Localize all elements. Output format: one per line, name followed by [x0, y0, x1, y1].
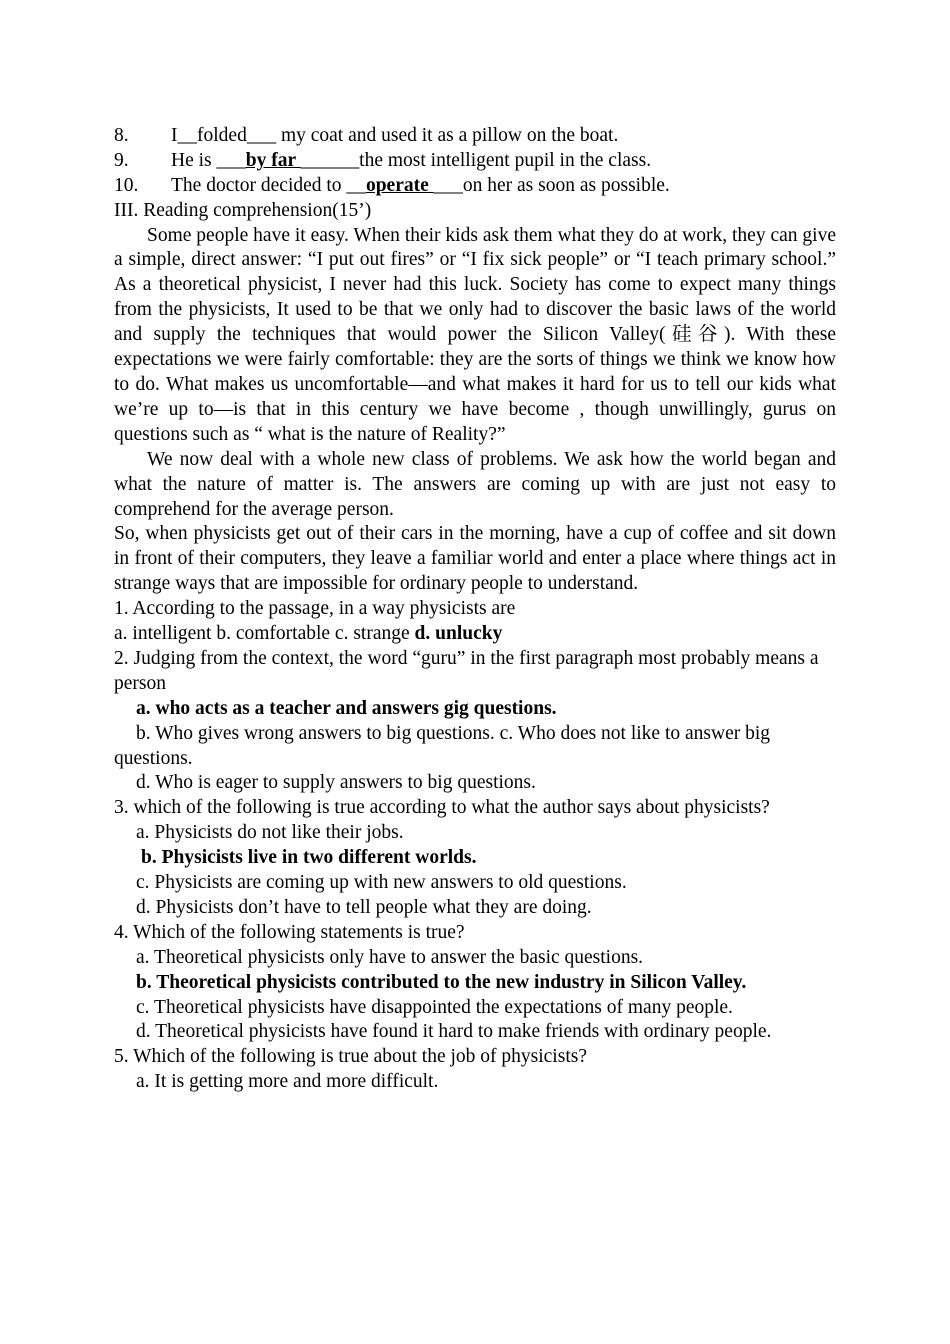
correct-option: d. unlucky: [414, 623, 503, 645]
question-4-option-a: a. Theoretical physicists only have to answer the basic questions.: [136, 946, 644, 968]
question-5-option-a: a. It is getting more and more difficult.: [136, 1071, 439, 1093]
item-number: 9.: [114, 149, 129, 171]
question-5-stem: 5. Which of the following is true about the job of physicists?: [114, 1046, 587, 1068]
question-4-option-d: d. Theoretical physicists have found it hard to make friends with ordinary people.: [136, 1021, 772, 1043]
item-number: 8.: [114, 125, 129, 146]
question-4-stem: 4. Which of the following statements is true?: [114, 921, 465, 943]
question-3-option-d: d. Physicists don’t have to tell people what they are doing.: [136, 896, 592, 918]
fill-item-8: 8. I__folded___ my coat and used it as a pillow on the boat.: [114, 124, 836, 149]
question-1-options: a. intelligent b. comfortable c. strange d. unlucky: [114, 623, 503, 645]
question-1-stem: 1. According to the passage, in a way physicists are: [114, 598, 516, 620]
passage-paragraph-2: We now deal with a whole new class of problems. We ask how the world began and what the nature of matter is. The answers are coming up with are just not easy to comprehend for the average person.: [114, 448, 836, 520]
passage-paragraph-1: Some people have it easy. When their kids ask them what they do at work, they can give a simple, direct answer: “I put out fires” or “I fix sick people” or “I teach primary school.” As a theoretical physicist, I never had this luck. Society has come to expect many things from the physicists, It used to be that we only had to discover the basic laws of the world and supply the techniques that would power the Silicon Valley(硅谷). With these expectations we were fairly comfortable: they are the sorts of things we think we know how to do. What makes us uncomfortable—and what makes it hard for us to tell our kids what we’re up to—is that in this century we have become , though unwillingly, gurus on questions such as “ what is the nature of Reality?”: [114, 224, 836, 445]
question-3-option-a: a. Physicists do not like their jobs.: [136, 822, 404, 844]
question-4-option-b: b. Theoretical physicists contributed to the new industry in Silicon Valley.: [136, 971, 747, 993]
question-4-option-c: c. Theoretical physicists have disappointed the expectations of many people.: [136, 996, 733, 1018]
answer: operate: [365, 174, 434, 196]
question-3-option-b: b. Physicists live in two different worlds.: [141, 847, 477, 869]
question-2-option-d: d. Who is eager to supply answers to big questions.: [136, 772, 536, 794]
question-2-option-bc: b. Who gives wrong answers to big questions. c. Who does not like to answer big questions.: [114, 722, 771, 769]
item-number: 10.: [114, 174, 139, 196]
question-2-option-a: a. who acts as a teacher and answers gig questions.: [136, 697, 557, 719]
passage-paragraph-3: So, when physicists get out of their cars in the morning, have a cup of coffee and sit down in front of their computers, they leave a familiar world and enter a place where things act in strange ways that are impossible for ordinary people to understand.: [114, 523, 836, 595]
answer: by far: [245, 149, 301, 171]
answer: folded: [197, 125, 247, 146]
question-3-option-c: c. Physicists are coming up with new answers to old questions.: [136, 872, 627, 894]
question-2-stem: 2. Judging from the context, the word “guru” in the first paragraph most probably means a person: [114, 647, 819, 694]
fill-item-10: 10. The doctor decided to __operate ___on her as soon as possible.: [114, 174, 836, 199]
section-title: III. Reading comprehension(15’): [114, 199, 372, 221]
question-3-stem: 3. which of the following is true according to what the author says about physicists?: [114, 797, 770, 819]
document-page: [114, 124, 836, 1095]
fill-item-9: 9. He is ___by far ______the most intelligent pupil in the class.: [114, 149, 836, 174]
